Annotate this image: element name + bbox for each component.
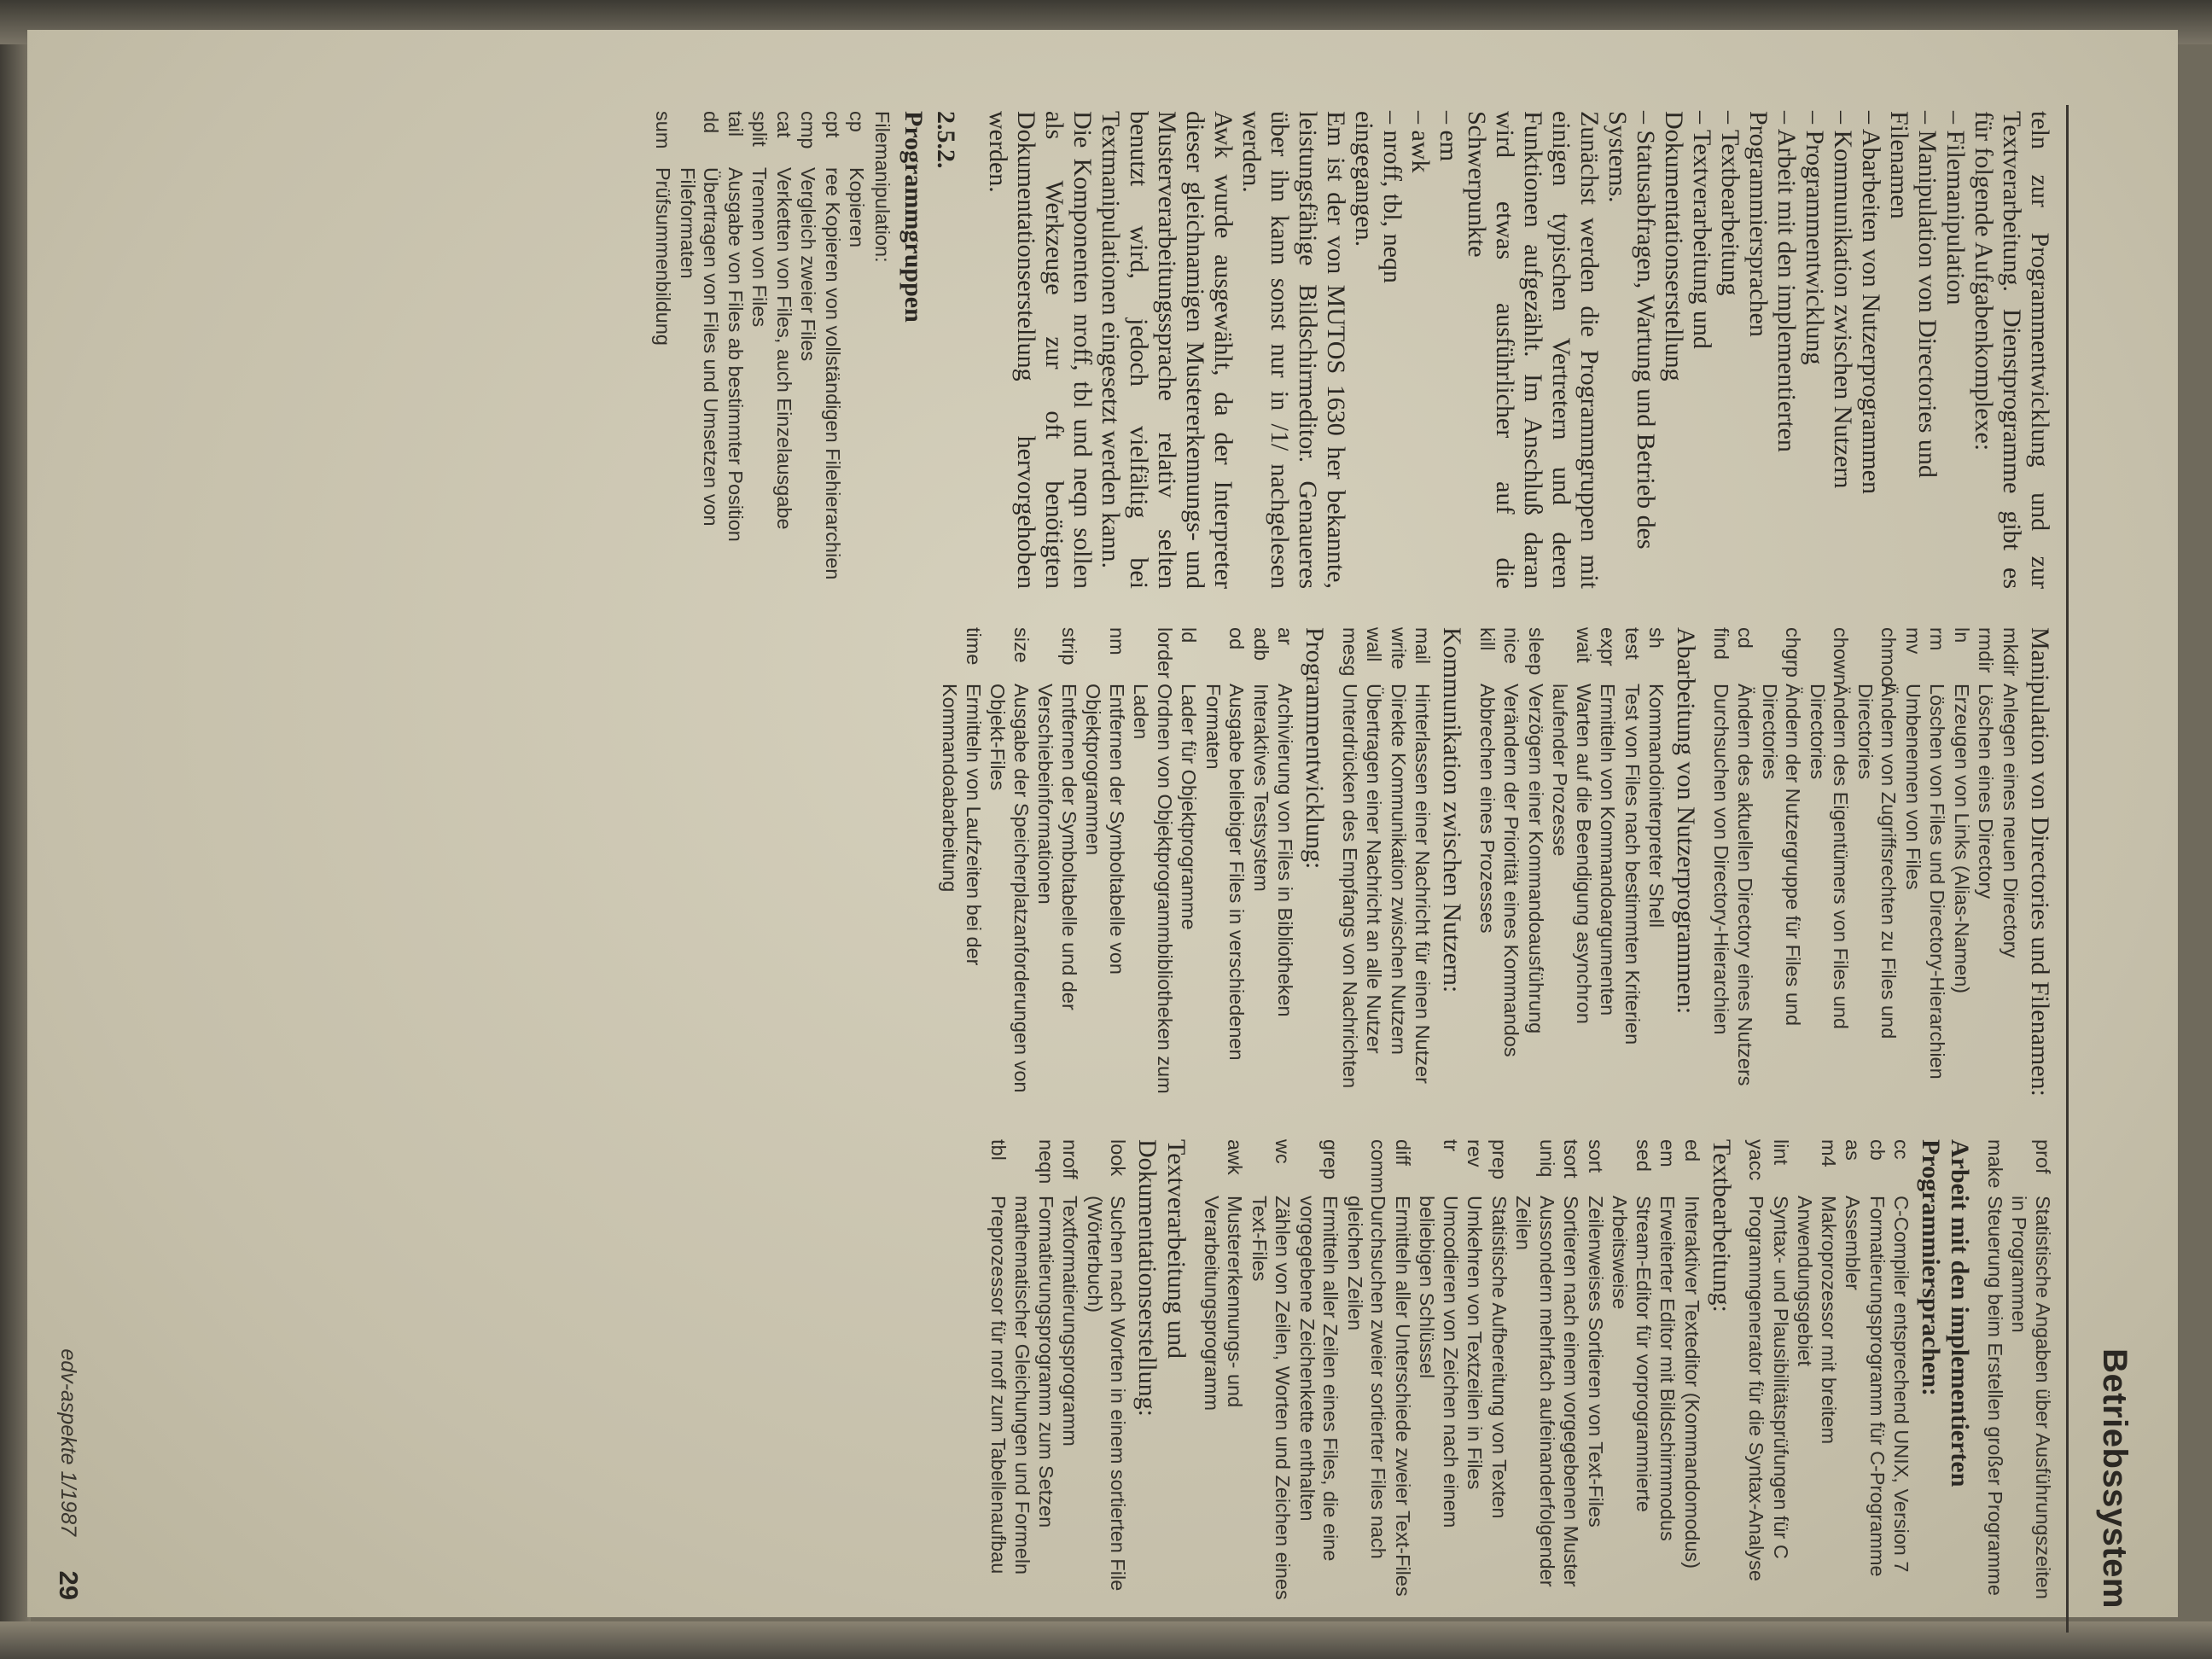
command-description: Assembler: [1842, 1196, 1865, 1291]
command-name: mv: [1902, 627, 1924, 655]
command-description: Ermitteln aller Unterschiede zweier Text-Files: [1392, 1196, 1414, 1597]
command-list: [651, 111, 869, 589]
command-entry: [1841, 1139, 1865, 1617]
command-list: [1983, 1139, 2055, 1617]
command-entry: [1806, 627, 1853, 1105]
command-description: Statistische Aufbereitung von Texten: [1488, 1196, 1511, 1519]
command-entry: [1081, 627, 1128, 1105]
command-name: cmp: [797, 111, 820, 149]
column-3: [986, 1139, 2055, 1617]
list-item: – Textverarbeitung und Dokumentationserstellung: [1660, 111, 1716, 381]
command-description: Syntax- und Plausibilitätsprüfungen für C: [1770, 1196, 1792, 1559]
command-description: Hinterlassen einer Nachricht für einen Nutzer: [1412, 684, 1435, 1084]
command-name: rev: [1464, 1139, 1487, 1167]
command-name: tbl: [987, 1139, 1010, 1161]
command-name: neqn: [1035, 1139, 1057, 1185]
command-name: ln: [1951, 627, 1973, 643]
command-description: Vergleich zweier Files: [797, 167, 820, 362]
command-entry: [1249, 627, 1273, 1105]
command-description: Ausgabe von Files ab bestimmter Position: [725, 167, 747, 542]
command-entry: [1524, 627, 1548, 1105]
command-name: sort: [1585, 1139, 1607, 1173]
command-description: Erzeugen von Links (Alias-Namen): [1951, 684, 1973, 994]
command-name: as: [1842, 1139, 1865, 1161]
command-description: Textformatierungsprogramm: [1059, 1196, 1082, 1447]
command-description: Steuerung beim Erstellen großer Programme: [1984, 1196, 2006, 1596]
command-description: Umkehren von Textzeilen in Files: [1464, 1196, 1487, 1490]
command-name: sleep: [1525, 627, 1547, 676]
command-entry: [1083, 1139, 1130, 1617]
command-description: Ordnen von Objektprogrammbibliotheken zum Laden: [1130, 684, 1176, 1094]
list-item: – Manipulation von Directories und Filenamen: [1885, 111, 1941, 478]
command-description: Löschen eines Directory: [1975, 684, 1998, 899]
command-entry: [1177, 627, 1201, 1105]
command-description: Entfernen der Symboltabelle von Objektprogrammen: [1082, 684, 1128, 975]
command-entry: [1901, 627, 1925, 1105]
command-description: Suchen nach Worten in einem sortierten File (Wörterbuch): [1084, 1196, 1130, 1592]
command-description: Makroprozessor mit breitem Anwendungsgebiet: [1794, 1196, 1840, 1445]
document-page: [27, 30, 2178, 1617]
command-list: [1338, 627, 1435, 1105]
command-entry: [938, 627, 985, 1105]
command-description: Anlegen eines neuen Directory: [2000, 684, 2022, 958]
command-description: Statistische Angaben über Ausführungszeiten in Programmen: [2008, 1196, 2054, 1599]
command-name: strip: [1058, 627, 1080, 666]
command-entry: [1793, 1139, 1840, 1617]
page-number: 29: [54, 1570, 84, 1600]
command-entry: [1273, 627, 1297, 1105]
header-rule: [2066, 105, 2069, 1633]
command-description: Unterdrücken des Empfangs von Nachrichten: [1339, 684, 1361, 1089]
command-name: tr: [1440, 1139, 1462, 1152]
command-entry: [1387, 627, 1411, 1105]
command-name: nroff: [1059, 1139, 1082, 1179]
command-description: Entfernen der Symboltabelle und der Verschiebeinformationen: [1034, 684, 1080, 1010]
command-entry: [2007, 1139, 2054, 1617]
command-description: Zählen von Zeilen, Worten und Zeichen eines Text-Files: [1249, 1196, 1295, 1600]
command-name: cc: [1890, 1139, 1913, 1160]
command-description: Ändern der Nutzergruppe für Files und Directories: [1759, 684, 1805, 1027]
command-description: Umbenennen von Files: [1902, 684, 1924, 890]
command-name: diff: [1392, 1139, 1414, 1166]
command-name: m4: [1818, 1139, 1840, 1167]
command-entry: [1463, 1139, 1487, 1617]
command-name: chmod: [1877, 627, 1901, 688]
command-entry: [1983, 1139, 2007, 1617]
command-description: Ändern des aktuellen Directory eines Nutzers: [1734, 684, 1757, 1086]
command-description: Preprozessor für nroff zum Tabellenaufbau: [987, 1196, 1010, 1575]
command-name: wait: [1573, 627, 1595, 663]
command-name: od: [1225, 627, 1249, 650]
command-name: cb: [1866, 1139, 1889, 1161]
command-name: lint: [1770, 1139, 1792, 1166]
command-description: Ändern des Eigentümers von Files und Directories: [1807, 684, 1853, 1029]
command-entry: [1709, 627, 1733, 1105]
command-list: [1744, 1139, 1913, 1617]
command-entry: [1925, 627, 1949, 1105]
command-description: Ändern von Zugriffsrechten zu Files und Directories: [1854, 684, 1901, 1039]
command-entry: [1559, 1139, 1583, 1617]
command-name: uniq: [1536, 1139, 1558, 1178]
command-name: rm: [1926, 627, 1949, 651]
command-entry: [1584, 1139, 1608, 1617]
command-entry: [724, 111, 748, 589]
command-entry: [1338, 627, 1362, 1105]
command-description: Trennen von Files: [748, 167, 771, 328]
list-item: – Kommunikation zwischen Nutzern: [1829, 111, 1857, 489]
command-entry: [796, 111, 820, 589]
command-description: Formatierungsprogramm für C-Programme: [1866, 1196, 1889, 1577]
command-name: write: [1388, 627, 1410, 670]
command-description: Übertragen von Files und Umsetzen von Fileformaten: [677, 167, 723, 527]
paragraph: Zunächst werden die Programmgruppen mit einigen typischen Vertretern und deren Funktionen aufgezählt. Im Anschluß daran wird etwas ausführlicher auf die Schwerpunkte: [1463, 111, 1604, 589]
command-name: find: [1710, 627, 1732, 660]
command-entry: [1950, 627, 1974, 1105]
command-entry: [1391, 1139, 1415, 1617]
group-heading: Programmentwicklung:: [1301, 627, 1330, 870]
command-name: ed: [1681, 1139, 1703, 1162]
command-description: Sortieren nach einem vorgegebenen Muster: [1560, 1196, 1583, 1587]
command-description: Mustererkennungs- und Verarbeitungsprogramm: [1201, 1196, 1247, 1412]
paragraph: Em ist der von MUTOS 1630 her bekannte, leistungsfähige Bildschirmeditor. Genaueres über ihn kann sonst nur in /1/ nachgelesen werden.: [1237, 111, 1350, 589]
command-entry: [1343, 1139, 1390, 1617]
command-name: prep: [1488, 1139, 1511, 1180]
command-entry: [1058, 1139, 1082, 1617]
command-entry: [1499, 627, 1523, 1105]
command-entry: [1200, 1139, 1247, 1617]
group-heading: Manipulation von Directories und Filenamen:: [2026, 627, 2054, 1097]
command-name: look: [1107, 1139, 1130, 1177]
group-heading: Arbeit mit den implementierten Programmiersprachen:: [1917, 1139, 1975, 1487]
command-entry: [1744, 1139, 1768, 1617]
command-description: Lader für Objektprogramme: [1178, 684, 1201, 930]
command-entry: [1511, 1139, 1558, 1617]
command-description: Verketten von Files, auch Einzelausgabe: [773, 167, 795, 530]
command-description: Programmgenerator für die Syntax-Analyse: [1745, 1196, 1768, 1581]
command-name: cd: [1734, 627, 1757, 649]
command-name: nm: [1106, 627, 1128, 655]
command-description: Durchsuchen zweier sortierter Files nach gleichen Zeilen: [1344, 1196, 1390, 1559]
command-list: [987, 1139, 1130, 1617]
command-name: awk: [1224, 1139, 1247, 1175]
command-entry: [676, 111, 723, 589]
list-item: – Textbearbeitung: [1716, 111, 1744, 296]
command-description: Prüfsummenbildung: [652, 167, 675, 346]
column-2: [937, 627, 2054, 1105]
command-name: chgrp: [1782, 627, 1805, 678]
column-1: [650, 111, 2054, 589]
command-entry: [1010, 1139, 1057, 1617]
paragraph: Awk wurde ausgewählt, da der Interpreter dieser gleichnamigen Mustererkennungs- und Musterverarbeitungssprache relativ selten benutzt wird, jedoch vielfältig bei Textmanipulationen eingesetzt werden kann.: [1097, 111, 1237, 589]
command-entry: [1999, 627, 2023, 1105]
command-entry: [1974, 627, 1998, 1105]
group-heading: Textbearbeitung:: [1708, 1139, 1736, 1313]
command-name: chown: [1830, 627, 1853, 685]
command-entry: [1680, 1139, 1704, 1617]
command-name: mail: [1412, 627, 1435, 665]
command-entry: [1769, 1139, 1793, 1617]
command-entry: [1362, 627, 1386, 1105]
command-entry: [1487, 1139, 1511, 1617]
list-item: – awk: [1406, 111, 1435, 173]
command-entry: [1758, 627, 1805, 1105]
command-entry: [1733, 627, 1757, 1105]
command-description: Ermitteln von Kommandoargumenten: [1597, 684, 1620, 1016]
command-description: Stream-Editor für vorprogrammierte Arbeitsweise: [1609, 1196, 1655, 1512]
command-description: Archivierung von Files in Bibliotheken: [1274, 684, 1297, 1017]
command-name: dd: [700, 111, 723, 134]
command-name: test: [1621, 627, 1644, 660]
section-title: Betriebssystem: [2096, 1348, 2133, 1609]
command-entry: [1411, 627, 1435, 1105]
command-name: kill: [1476, 627, 1499, 651]
command-name: wc: [1272, 1139, 1295, 1164]
command-description: Ausgabe beliebiger Files in verschiedenen Formaten: [1202, 684, 1249, 1061]
paragraph: eingegangen.: [1350, 111, 1378, 247]
subsection-title: Programmgruppen: [899, 111, 928, 323]
command-name: grep: [1319, 1139, 1342, 1180]
command-description: C-Compiler entsprechend UNIX, Version 7: [1890, 1196, 1913, 1573]
command-description: Ermitteln aller Zeilen eines Files, die eine vorgegebene Zeichenkette enthalten: [1296, 1196, 1342, 1562]
page-shadow: [0, 1621, 2212, 1659]
command-name: nice: [1500, 627, 1523, 665]
list-item: – em: [1435, 111, 1463, 162]
command-name: expr: [1597, 627, 1620, 667]
command-name: mkdir: [2000, 627, 2022, 677]
command-entry: [1596, 627, 1620, 1105]
command-description: Direkte Kommunikation zwischen Nutzern: [1388, 684, 1410, 1055]
command-description: Kommandointerpreter Shell: [1645, 684, 1668, 928]
footer-source: edv-aspekte 1/1987: [56, 1348, 80, 1536]
command-entry: [1202, 627, 1249, 1105]
paragraph: Die Komponenten nroff, tbl und neqn sollen als Werkzeuge zur oft benötigten Dokumentationserstellung hervorgehoben werden.: [984, 111, 1097, 589]
command-entry: [1476, 627, 1499, 1105]
command-name: comm: [1367, 1139, 1390, 1194]
command-entry: [748, 111, 771, 589]
intro-paragraph: teln zur Programmentwicklung und zur Textverarbeitung. Dienstprogramme gibt es für folgende Aufgabenkomplexe:: [1970, 111, 2054, 589]
command-name: sed: [1633, 1139, 1655, 1172]
command-name: lorder: [1154, 627, 1176, 679]
list-item: – Abarbeiten von Nutzerprogrammen: [1857, 111, 1885, 495]
command-description: Ermitteln von Laufzeiten bei der Kommandoabarbeitung: [939, 684, 985, 966]
command-entry: [1889, 1139, 1913, 1617]
command-entry: [1621, 627, 1644, 1105]
command-name: tsort: [1560, 1139, 1583, 1179]
command-entry: [651, 111, 675, 589]
command-entry: [1129, 627, 1176, 1105]
command-name: adb: [1250, 627, 1272, 661]
command-name: ld: [1178, 627, 1201, 643]
command-name: yacc: [1745, 1139, 1768, 1181]
group-heading: Textverarbeitung und Dokumentationserstellung:: [1133, 1139, 1191, 1417]
command-name: tail: [725, 111, 747, 137]
command-description: Interaktives Testsystem: [1250, 684, 1272, 892]
command-name: split: [748, 111, 771, 147]
command-description: Löschen von Files und Directory-Hierarchien: [1926, 684, 1949, 1080]
command-description: Test von Files nach bestimmten Kriterien: [1621, 684, 1644, 1045]
command-entry: [1656, 1139, 1679, 1617]
command-name: rmdir: [1975, 627, 1998, 673]
command-description: ree Kopieren von vollständigen Filehierarchien: [822, 167, 844, 580]
command-entry: [987, 1139, 1010, 1617]
command-name: size: [1010, 627, 1033, 663]
command-list: [1709, 627, 2023, 1105]
command-name: time: [963, 627, 985, 666]
command-entry: [1644, 627, 1668, 1105]
command-entry: [1608, 1139, 1655, 1617]
command-description: Verzögern einer Kommandoausführung: [1525, 684, 1547, 1034]
list-item: – Statusabfragen, Wartung und Betrieb des Systems.: [1604, 111, 1660, 550]
command-name: wall: [1363, 627, 1386, 662]
command-entry: [1866, 1139, 1889, 1617]
command-description: Abbrechen eines Prozesses: [1476, 684, 1499, 934]
command-entry: [821, 111, 845, 589]
command-name: mesg: [1339, 627, 1361, 677]
command-name: cpt: [822, 111, 844, 138]
command-description: Verändern der Priorität eines Kommandos: [1500, 684, 1523, 1057]
command-name: sh: [1645, 627, 1668, 649]
command-list: [938, 627, 1297, 1105]
list-item: – nroff, tbl, neqn: [1378, 111, 1406, 283]
command-description: Aussondern mehrfach aufeinanderfolgender Zeilen: [1512, 1196, 1558, 1587]
command-description: Interaktiver Texteditor (Kommandomodus): [1681, 1196, 1703, 1569]
command-entry: [845, 111, 869, 589]
group-heading: Filemanipulation:: [871, 111, 894, 263]
command-name: ar: [1274, 627, 1297, 645]
command-list: [1200, 1139, 1704, 1617]
command-description: Warten auf die Beendigung asynchron laufender Prozesse: [1549, 684, 1595, 1024]
command-description: Zeilenweises Sortieren von Text-Files: [1585, 1196, 1607, 1528]
group-heading: Abarbeitung von Nutzerprogrammen:: [1672, 627, 1701, 1015]
command-entry: [1854, 627, 1901, 1105]
subsection-number: 2.5.2.: [932, 111, 960, 169]
command-entry: [1248, 1139, 1295, 1617]
command-name: cp: [846, 111, 869, 132]
command-description: Kopieren: [846, 167, 869, 248]
command-description: Umcodieren von Zeichen nach einem beliebigen Schlüssel: [1416, 1196, 1462, 1528]
list-item: – Programmentwicklung: [1801, 111, 1829, 365]
group-heading: Kommunikation zwischen Nutzern:: [1438, 627, 1467, 993]
command-entry: [1295, 1139, 1342, 1617]
list-item: – Filemanipulation: [1941, 111, 1970, 306]
command-name: cat: [773, 111, 795, 138]
list-item: – Arbeit mit den implementierten Programmiersprachen: [1744, 111, 1801, 452]
command-name: prof: [2032, 1139, 2054, 1174]
command-description: Durchsuchen von Directory-Hierarchien: [1710, 684, 1732, 1035]
command-description: Erweiterter Editor mit Bildschirmmodus: [1656, 1196, 1679, 1541]
command-name: sum: [652, 111, 675, 149]
binding-strip: [0, 44, 31, 1621]
command-entry: [1033, 627, 1080, 1105]
command-description: Übertragen einer Nachricht an alle Nutzer: [1363, 684, 1386, 1054]
command-name: em: [1656, 1139, 1679, 1167]
command-name: make: [1984, 1139, 2006, 1189]
command-entry: [772, 111, 796, 589]
command-description: Ausgabe der Speicherplatzanforderungen von Objekt-Files: [987, 684, 1033, 1093]
command-description: Formatierungsprogramm zum Setzen mathematischer Gleichungen und Formeln: [1011, 1196, 1057, 1575]
command-entry: [1415, 1139, 1462, 1617]
command-list: [1476, 627, 1668, 1105]
command-entry: [1548, 627, 1595, 1105]
command-entry: [986, 627, 1033, 1105]
